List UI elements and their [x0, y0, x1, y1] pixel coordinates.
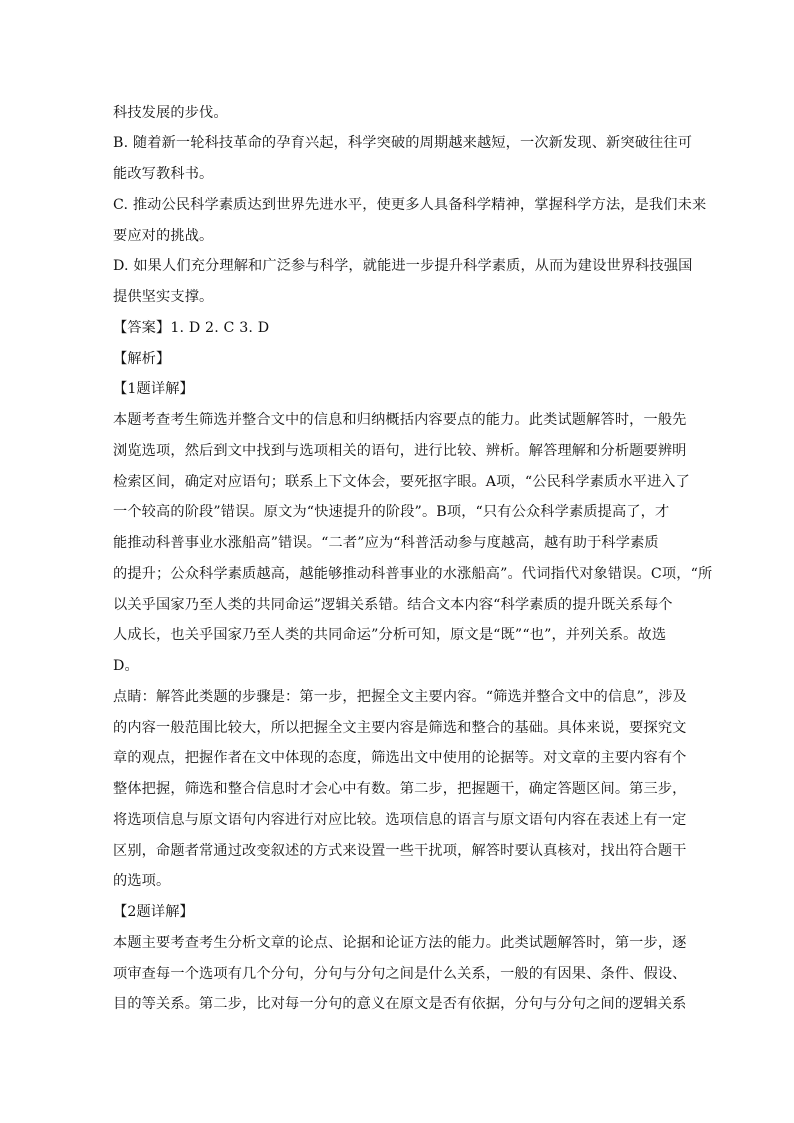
- option-d-line: D. 如果人们充分理解和广泛参与科学，就能进一步提升科学素质，从而为建设世界科技强国: [113, 258, 693, 274]
- text-line: 的选项。: [113, 873, 171, 889]
- text-line: 一个较高的阶段”错误。原文为“快速提升的阶段”。B项，“只有公众科学素质提高了，才: [113, 504, 670, 520]
- text-line: 的内容一般范围比较大，所以把握全文主要内容是筛选和整合的基础。具体来说，要探究文: [113, 720, 687, 736]
- text-line: 浏览选项，然后到文中找到与选项相关的语句，进行比较、辨析。解答理解和分析题要辨明: [113, 443, 687, 459]
- q2-heading: 【2题详解】: [113, 904, 194, 920]
- text-line: 能推动科普事业水涨船高”错误。“二者”应为“科普活动参与度越高，越有助于科学素质: [113, 535, 659, 551]
- text-line: 本题主要考查考生分析文章的论点、论据和论证方法的能力。此类试题解答时，第一步，逐: [113, 935, 687, 951]
- text-line: 区别，命题者常通过改变叙述的方式来设置一些干扰项，解答时要认真核对，找出符合题干: [113, 843, 687, 859]
- text-line: 要应对的挑战。: [113, 228, 214, 244]
- text-line: 将选项信息与原文语句内容进行对应比较。选项信息的语言与原文语句内容在表述上有一定: [113, 812, 687, 828]
- text-line: 目的等关系。第二步，比对每一分句的意义在原文是否有依据，分句与分句之间的逻辑关系: [113, 996, 687, 1012]
- text-line: 人成长，也关乎国家乃至人类的共同命运”分析可知，原文是“既”“也”，并列关系。故选: [113, 627, 667, 643]
- text-line: 章的观点，把握作者在文中体现的态度，筛选出文中使用的论据等。对文章的主要内容有个: [113, 750, 687, 766]
- text-line: 检索区间，确定对应语句；联系上下文体会，要死抠字眼。A项，“公民科学素质水平进入了: [113, 474, 690, 490]
- text-line: 的提升；公众科学素质越高，越能够推动科普事业的水涨船高”。代词指代对象错误。C项，“所: [113, 566, 713, 582]
- text-line: 整体把握，筛选和整合信息时才会心中有数。第二步，把握题干，确定答题区间。第三步，: [113, 781, 687, 797]
- text-line: D。: [113, 658, 139, 674]
- q1-heading: 【1题详解】: [113, 381, 194, 397]
- tip-line: 点睛：解答此类题的步骤是：第一步，把握全文主要内容。“筛选并整合文中的信息”，涉及: [113, 689, 687, 705]
- option-c-line: C. 推动公民科学素质达到世界先进水平，使更多人具备科学精神，掌握科学方法，是我们未来: [113, 197, 707, 213]
- analysis-heading: 【解析】: [113, 351, 171, 367]
- option-b-line: B. 随着新一轮科技革命的孕育兴起，科学突破的周期越来越短，一次新发现、新突破往往可: [113, 135, 693, 151]
- text-line: 本题考查考生筛选并整合文中的信息和归纳概括内容要点的能力。此类试题解答时，一般先: [113, 412, 687, 428]
- text-line: 项审查每一个选项有几个分句，分句与分句之间是什么关系，一般的有因果、条件、假设、: [113, 966, 687, 982]
- text-line: 科技发展的步伐。: [113, 105, 228, 121]
- text-line: 能改写教科书。: [113, 166, 214, 182]
- text-line: 以关乎国家乃至人类的共同命运”逻辑关系错。结合文本内容“科学素质的提升既关系每个: [113, 597, 673, 613]
- answer-heading: 【答案】1. D 2. C 3. D: [113, 320, 270, 336]
- text-line: 提供坚实支撑。: [113, 289, 214, 305]
